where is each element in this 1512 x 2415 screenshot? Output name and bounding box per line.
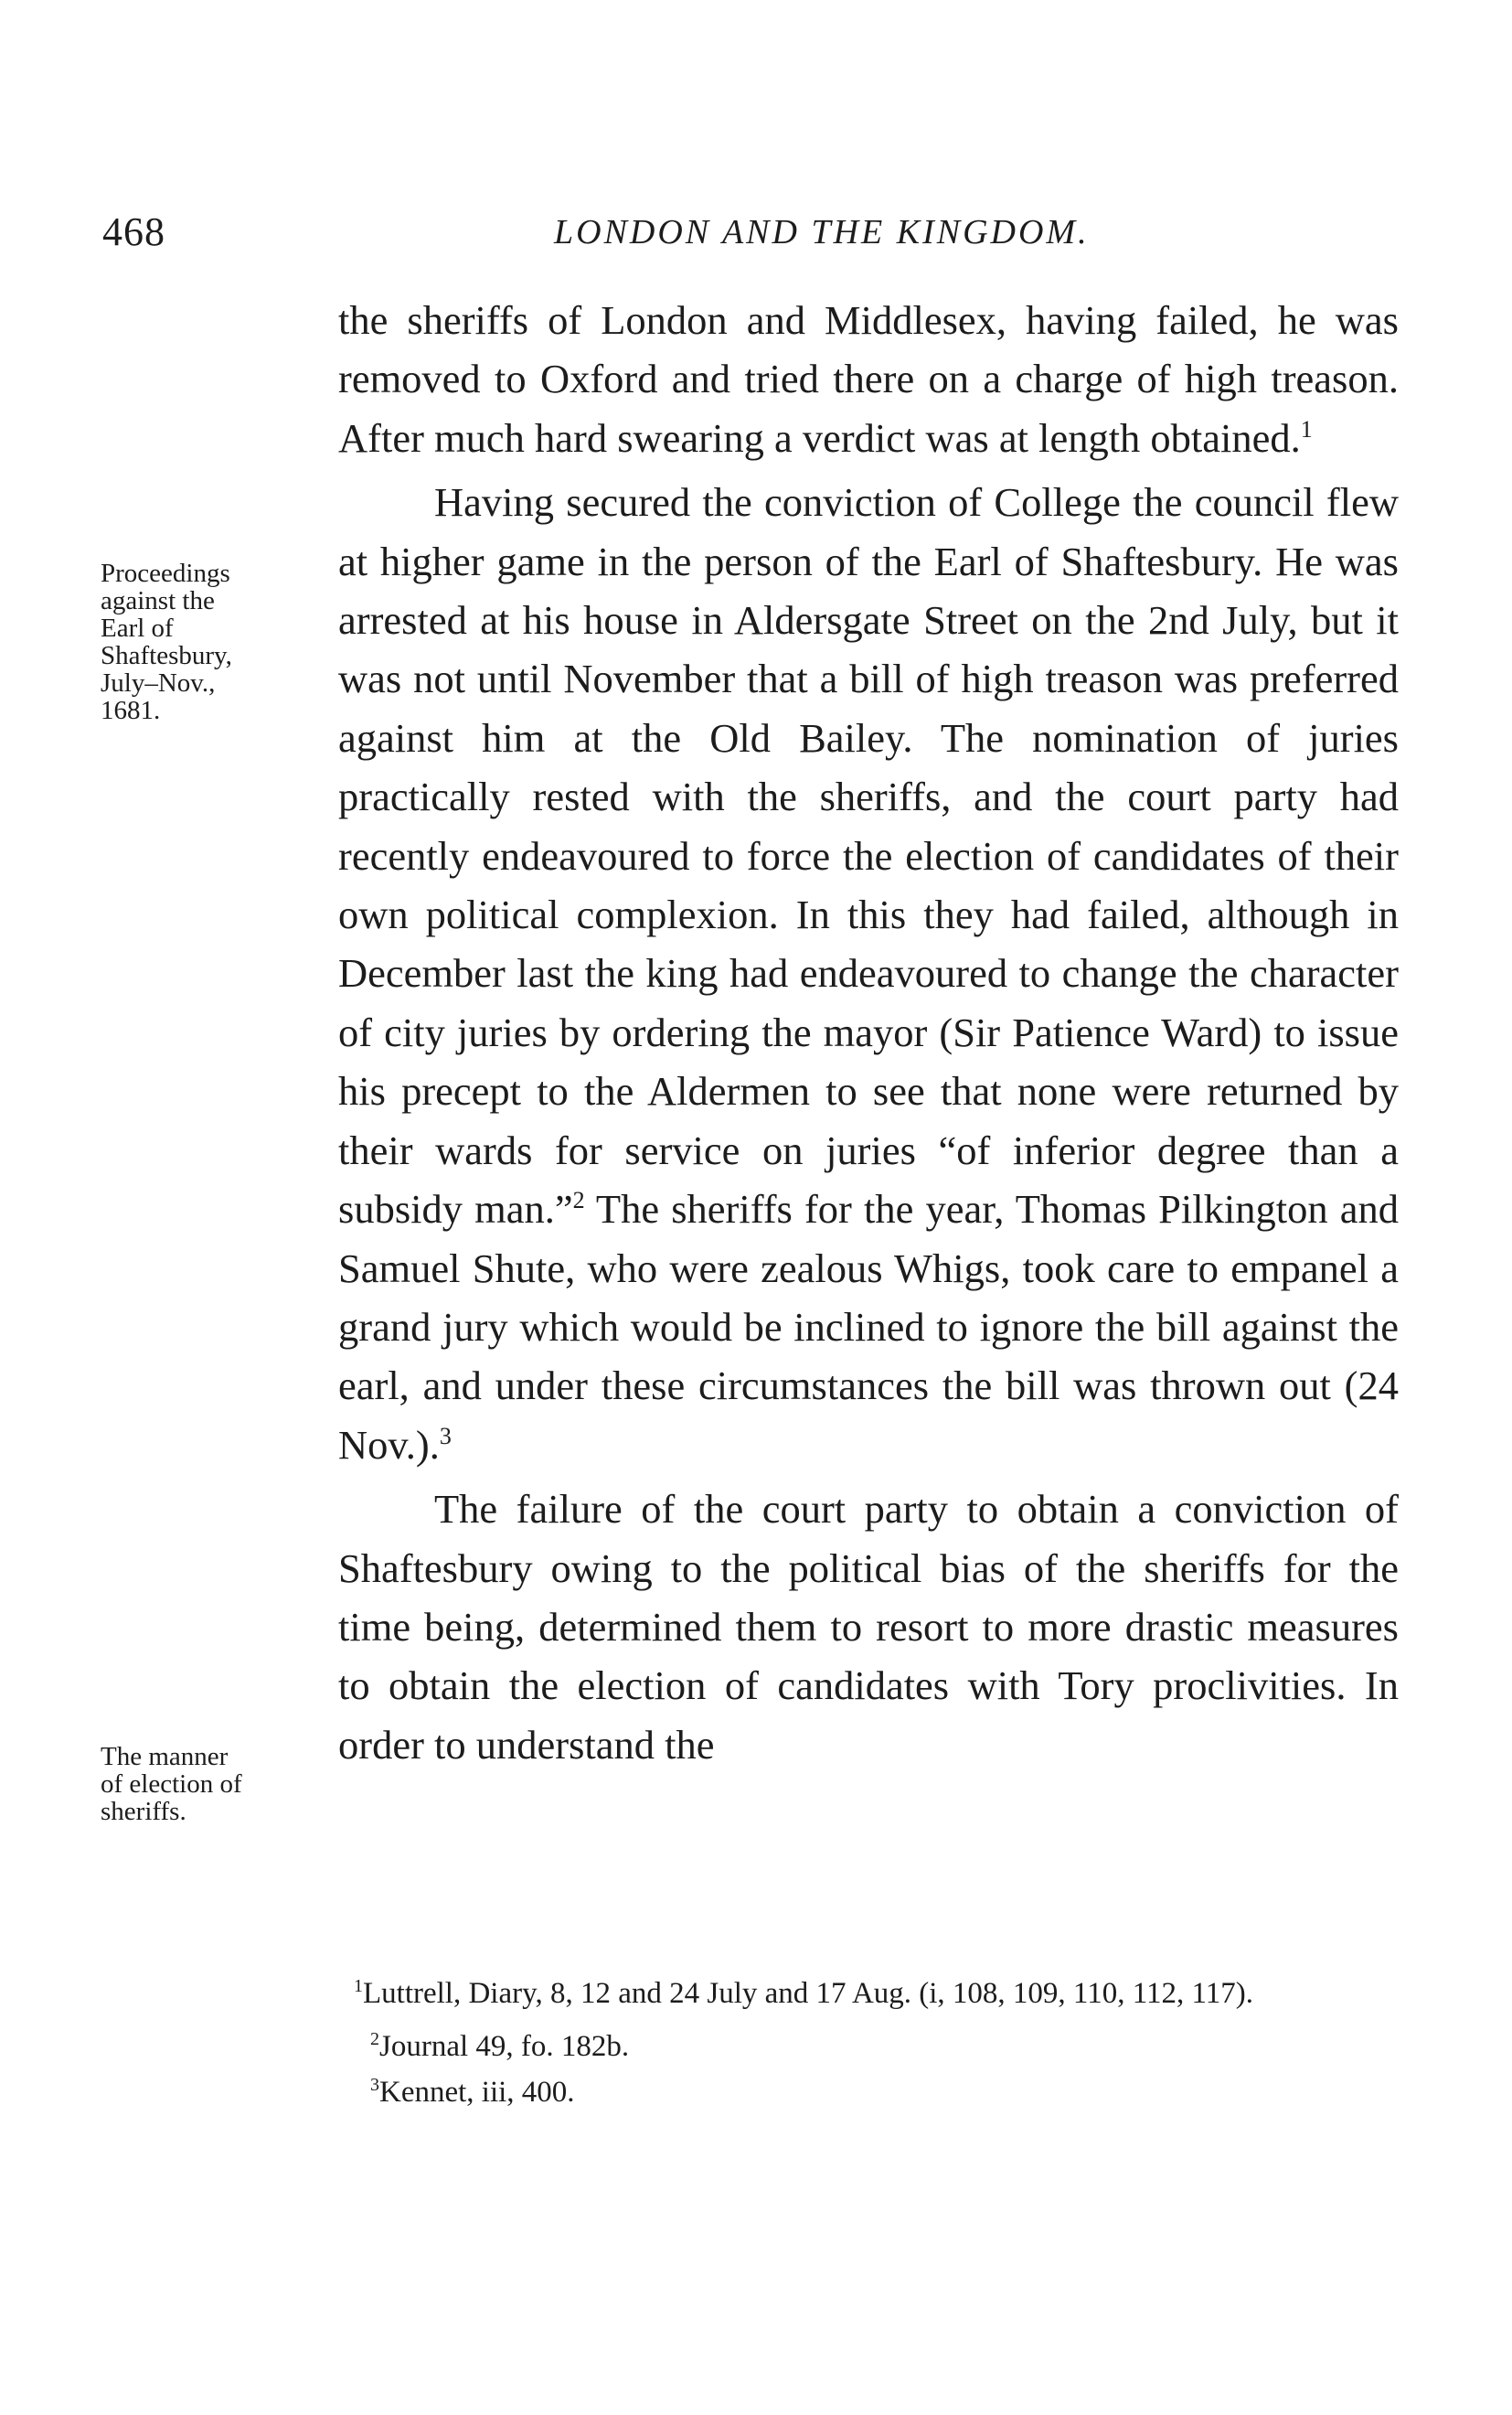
side-note-line: July–Nov., xyxy=(101,668,216,698)
paragraph-court-party xyxy=(338,1480,1399,1774)
side-note-line: of election of xyxy=(101,1769,242,1799)
paragraph-text: the sheriffs of London and Middlesex, having failed, he was removed to Oxford and tried there on a charge of high treason. After much hard swearing a verdict was at length obtained. xyxy=(338,297,1399,461)
footnote-2 xyxy=(325,2028,1401,2065)
side-note-line: 1681. xyxy=(101,696,161,725)
footnote-text: Luttrell, Diary, 8, 12 and 24 July and 17 Aug. (i, 108, 109, 110, 112, 117). xyxy=(363,1977,1253,2010)
side-note-line: Proceedings xyxy=(101,559,230,588)
footnote-mark: 1 xyxy=(354,1976,363,1996)
paragraph-text: Having secured the conviction of College the council flew at higher game in the person of the Earl of Shaftesbury. He was arrested at his house in Aldersgate Street on the 2nd July, but it was not until November that a bill of high treason was preferred against him at the Old Bailey. The nomination of juries practically rested with the sheriffs, and the court party had recently endeavoured to force the election of candidates of their own political complexion. In this they had failed, although in December last the king had endeavoured to change the character of city juries by ordering the mayor (Sir Patience Ward) to issue his precept to the Aldermen to see that none were returned by their wards for service on juries “of inferior degree than a subsidy man.” xyxy=(338,479,1399,1233)
footnote-1 xyxy=(325,1975,1401,2012)
paragraph-text: The sheriffs for the year, Thomas Pilkington and Samuel Shute, who were zealous Whigs, took care to empanel a grand jury which would be inclined to ignore the bill against the earl, and under these circumstances the bill was thrown out (24 Nov.). xyxy=(338,1186,1399,1468)
footnotes xyxy=(325,1975,1401,2120)
side-note-line: against the xyxy=(101,586,215,615)
side-note-line: Shaftesbury, xyxy=(101,641,232,670)
body-text xyxy=(338,291,1399,1774)
footnote-reference: 1 xyxy=(1300,415,1313,443)
footnote-text: Kennet, iii, 400. xyxy=(379,2076,575,2109)
paragraph-continued xyxy=(338,291,1399,467)
paragraph-shaftesbury xyxy=(338,473,1399,1474)
footnote-reference: 3 xyxy=(439,1422,452,1449)
footnote-mark: 3 xyxy=(370,2075,379,2095)
side-note-line: sheriffs. xyxy=(101,1797,186,1826)
side-note-line: The manner xyxy=(101,1742,229,1771)
paragraph-text: The failure of the court party to obtain a conviction of Shaftesbury owing to the political bias of the sheriffs for the time being, determined them to resort to more drastic measures to obtain the election of candidates with Tory proclivities. In order to understand the xyxy=(338,1486,1399,1768)
footnote-text: Journal 49, fo. 182b. xyxy=(379,2030,630,2063)
running-head: LONDON AND THE KINGDOM. xyxy=(554,213,1090,251)
footnote-reference: 2 xyxy=(572,1187,585,1214)
page-number: 468 xyxy=(102,209,165,254)
side-note-election-of-sheriffs xyxy=(101,1743,306,1825)
footnote-3 xyxy=(325,2074,1401,2110)
side-note-line: Earl of xyxy=(101,614,174,643)
footnote-mark: 2 xyxy=(370,2029,379,2049)
side-note-shaftesbury-proceedings xyxy=(101,560,306,724)
